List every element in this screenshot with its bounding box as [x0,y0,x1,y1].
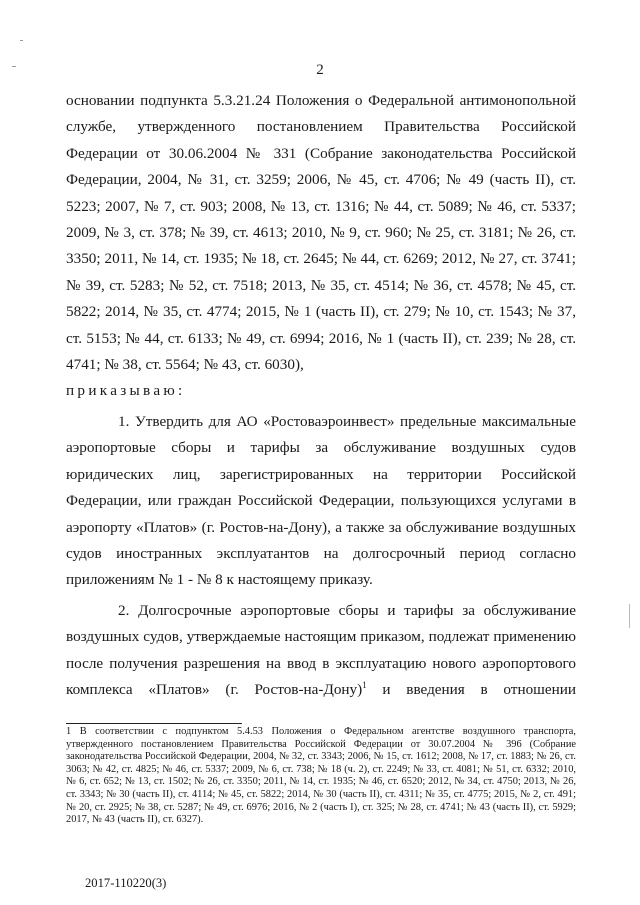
footnote: 1 В соответствии с подпунктом 5.4.53 Положения о Федеральном агентстве воздушного транспорта, утвержденного постановлением Правительства Российской Федерации от 30.07.2004 № 396 (Собрание законодательства Российской Федерации, 2004, № 32, ст. 3343; 2006, № 15, ст. 1612; 2008, № 17, ст. 1883; № 26, ст. 3063; № 42, ст. 4825; № 46, ст. 5337; 2009, № 6, ст. 738; № 18 (ч. 2), ст. 2249; № 33, ст. 4081; № 51, ст. 6332; 2010, № 6, ст. 652; № 13, ст. 1502; № 26, ст. 3350; 2011, № 14, ст. 1935; № 46, ст. 6520; 2012, № 34, ст. 4750; 2013, № 26, ст. 3343; № 30 (часть II), ст. 4114; № 45, ст. 5822; 2014, № 30 (часть II), ст. 4311; № 35, ст. 4775; 2015, № 2, ст. 491; № 20, ст. 2925; № 38, ст. 5287; № 49, ст. 6976; 2016, № 2 (часть I), ст. 325; № 28, ст. 4741; № 43 (часть II), ст. 5929; 2017, № 43 (часть II), ст. 6327). [66,726,576,826]
document-code: 2017-110220(3) [85,876,167,890]
order-item-2-tail: и введения в отношении [366,680,576,698]
order-word: приказываю: [66,382,186,400]
order-item-1: 1. Утвердить для АО «Ростоваэроинвест» предельные максимальные аэропортовые сборы и тарифы за обслуживание воздушных судов юридических лиц, зарегистрированных на территории Российской Федерации, или граждан Российской Федерации, пользующихся услугами в аэропорту «Платов» (г. Ростов-на-Дону), а также за обслуживание воздушных судов иностранных эксплуатантов на долгосрочный период согласно приложениям № 1 - № 8 к настоящему приказу. [66,412,576,589]
order-item-2 [66,598,576,704]
scan-mark [629,604,630,628]
scan-mark [20,40,23,41]
document-body [66,88,576,703]
page-number: 2 [316,62,324,78]
order-item-2-text: 2. Долгосрочные аэропортовые сборы и тарифы за обслуживание воздушных судов, утверждаемые настоящим приказом, подлежат применению после получения разрешения на ввод в эксплуатацию нового аэропортового комплекса «Платов» (г. Ростов-на-Дону) [66,601,576,698]
footnote-divider [66,723,242,724]
footnote-reference: 1 [362,679,367,690]
paragraph-legal-basis: основании подпункта 5.3.21.24 Положения о Федеральной антимонопольной службе, утвержденного постановлением Правительства Российской Федерации от 30.06.2004 № 331 (Собрание законодательства Российской Федерации, 2004, № 31, ст. 3259; 2006, № 45, ст. 4706; № 49 (часть II), ст. 5223; 2007, № 7, ст. 903; 2008, № 13, ст. 1316; № 44, ст. 5089; № 46, ст. 5337; 2009, № 3, ст. 378; № 39, ст. 4613; 2010, № 9, ст. 960; № 25, ст. 3181; № 26, ст. 3350; 2011, № 14, ст. 1935; № 18, ст. 2645; № 44, ст. 6269; 2012, № 27, ст. 3741; № 39, ст. 5283; № 52, ст. 7518; 2013, № 35, ст. 4514; № 36, ст. 4578; № 45, ст. 5822; 2014, № 35, ст. 4774; 2015, № 1 (часть II), ст. 279; № 10, ст. 1543; № 37, ст. 5153; № 44, ст. 6133; № 49, ст. 6994; 2016, № 1 (часть II), ст. 239; № 28, ст. 4741; № 38, ст. 5564; № 43, ст. 6030), [66,92,576,374]
